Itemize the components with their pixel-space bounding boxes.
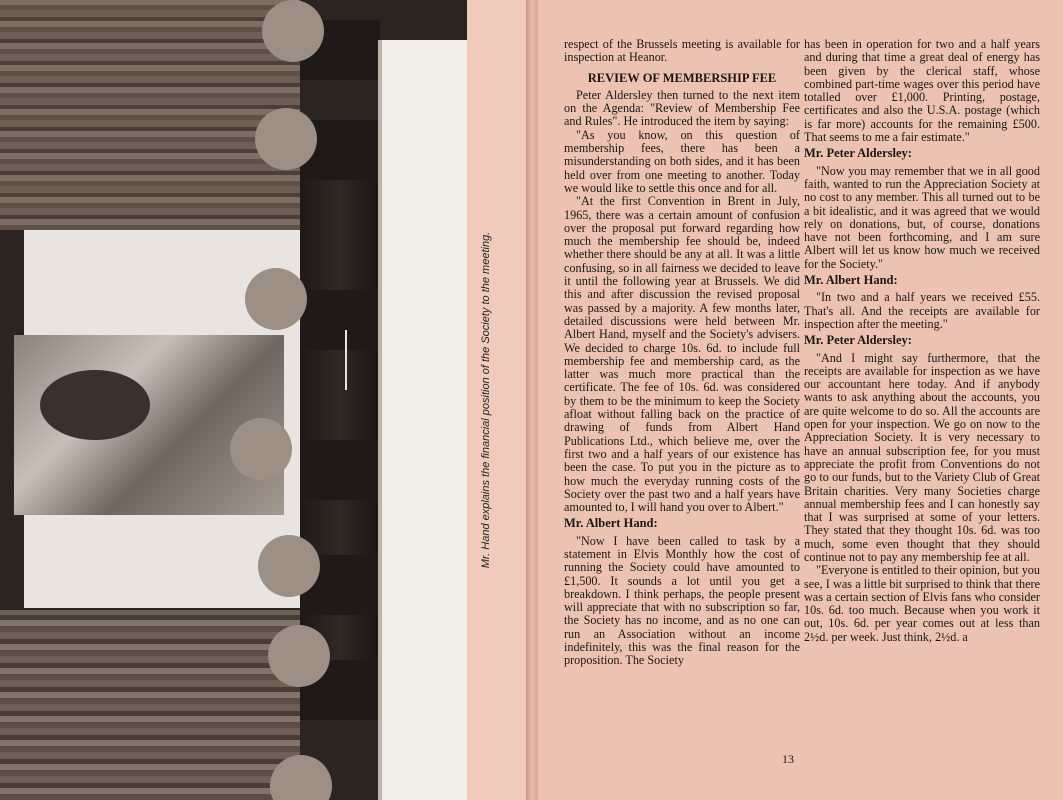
curtain-lower xyxy=(0,610,300,800)
paragraph: has been in operation for two and a half years and during that time a great deal of energy has been given by the clerical staff, whose combined part-time wages over this period have totalled over £1,000. Printing, postage, certificates and also the U.S.A. postage (which is far more) accounts for the remaining £500. That seems to me a fair estimate." xyxy=(804,37,1040,145)
right-page xyxy=(538,0,1063,800)
person-body xyxy=(300,440,380,500)
paragraph: "In two and a half years we received £55. That's all. And the receipts are available for inspection after the meeting." xyxy=(804,290,1040,331)
paragraph: "And I might say furthermore, that the receipts are available for inspection as we have our accountant here today. And if anybody wants to ask anything about the accounts, you are quite welcome to do so. All the accounts are open for your inspection. We go on now to the Appreciation Society. It is very necessary to have an annual subscription fee, for you must appreciate the profit from Conventions do not go to our funds, but to the Variety Club of Great Britain charities. Very many Societies charge annual membership fees and I can honestly say that I was surprised at some of your letters. They stated that they thought 10s. 6d. was too much, some even thought that they should continue not to pay any membership fee at all. xyxy=(804,350,1040,564)
paragraph: "Now you may remember that we in all good faith, wanted to run the Appreciation Society at no cost to any member. This all turned out to be a bit idealistic, and it was agreed that we would rely on donations, but, of course, donations have not been forthcoming, and I am sure Albert will let us know how much we received for the Society." xyxy=(804,163,1040,271)
meeting-photo xyxy=(0,0,467,800)
text-column-right xyxy=(804,38,1040,644)
paragraph: "Everyone is entitled to their opinion, but you see, I was a little bit surprised to think that there was a certain section of Elvis fans who consider 10s. 6d. too much. Because when you work it out, 10s. 6d. per year comes out at less than 2½d. per week. Just think, 2½d. a xyxy=(804,563,1040,644)
microphone-stand xyxy=(345,330,347,390)
caption-text: Mr. Hand explains the financial position of the Society to the meeting. xyxy=(480,231,492,569)
paragraph: "Now I have been called to task by a statement in Elvis Monthly how the cost of running the Society could have amounted to £1,500. It sounds a lot until you get a breakdown. I think perhaps, the people present will appreciate that with no subscription so far, the Society has no income, and as no one can run an Association without an income indefinitely, this was the final reason for the proposition. The Society xyxy=(564,533,800,668)
section-heading: Mr. Peter Aldersley: xyxy=(804,333,912,348)
section-heading: Mr. Peter Aldersley: xyxy=(804,146,912,161)
section-heading: Mr. Albert Hand: xyxy=(564,516,658,531)
text-column-left xyxy=(564,38,800,668)
paragraph: "As you know, on this question of membership fees, there has been a misunderstanding on both sides, and it has been held over from one meeting to another. Today we would like to settle this once and for all. xyxy=(564,127,800,195)
person-head xyxy=(230,418,292,480)
paragraph: "At the first Convention in Brent in July, 1965, there was a certain amount of confusion over the proposal put forward regarding how much the membership fee should be, indeed whether there should be any at all. It was a little confusing, so in all fairness we decided to leave it until the following year at Brussels. We did this and after discussion the revised proposal was passed by a majority. A few months later, detailed discussions were held between Mr. Albert Hand, myself and the Society's advisers. We decided to charge 10s. 6d. to include full membership fee and membership card, as the latter was much more practical than the certificate. The fee of 10s. 6d. was considered by them to be the minimum to keep the Society afloat without falling back on the practice of drawing of funds from Albert Hand Publications Ltd., which believe me, over the first two and a half years of our existence has been the case. To put you in the picture as to how much the everyday running costs of the Society over the past two and a half years have amounted to, I will hand you over to Albert." xyxy=(564,194,800,515)
paragraph: respect of the Brussels meeting is available for inspection at Heanor. xyxy=(564,37,800,65)
person-head xyxy=(262,0,324,62)
person-body xyxy=(300,290,380,350)
curtain-upper xyxy=(0,0,300,230)
table-cloth xyxy=(378,40,467,800)
section-heading: Mr. Albert Hand: xyxy=(804,273,898,288)
page-gutter xyxy=(526,0,538,800)
paragraph: Peter Aldersley then turned to the next item on the Agenda: "Review of Membership Fee and Rules". He introduced the item by saying: xyxy=(564,87,800,129)
section-heading: REVIEW OF MEMBERSHIP FEE xyxy=(587,70,777,85)
photo-caption xyxy=(472,214,500,594)
person-head xyxy=(245,268,307,330)
page-number: 13 xyxy=(782,752,794,766)
person-head xyxy=(258,535,320,597)
person-head xyxy=(255,108,317,170)
person-head xyxy=(268,625,330,687)
guitar-shape xyxy=(40,370,150,440)
